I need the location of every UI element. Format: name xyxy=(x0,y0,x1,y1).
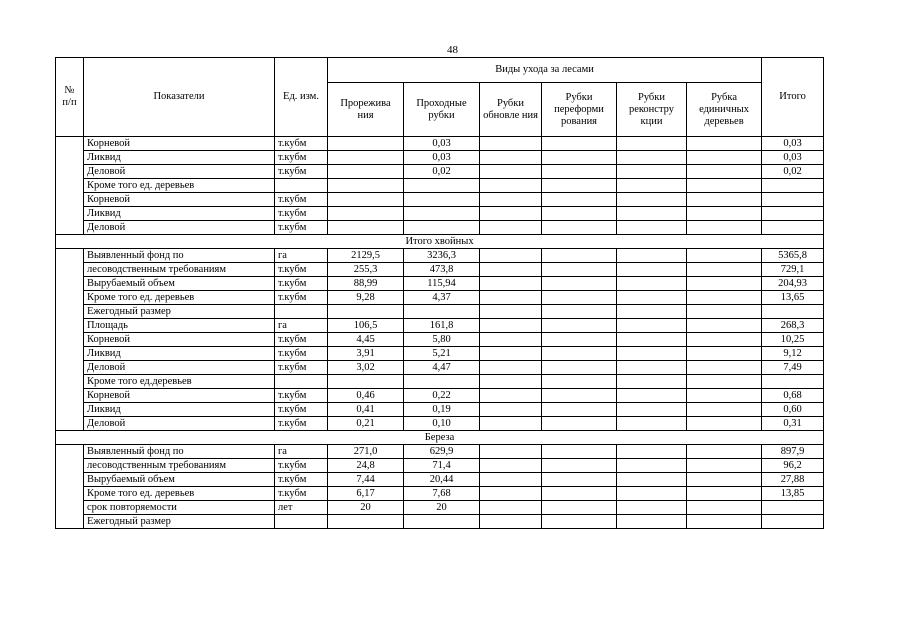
page-number: 48 xyxy=(447,44,458,56)
reformation-cuts-value-cell xyxy=(542,459,617,473)
total-value-cell: 7,49 xyxy=(762,361,824,375)
single-tree-cuts-value-cell xyxy=(687,417,762,431)
renewal-cuts-value-cell xyxy=(480,277,542,291)
indicator-cell: Ежегодный размер xyxy=(84,305,275,319)
indicator-cell: Корневой xyxy=(84,193,275,207)
renewal-cuts-value-cell xyxy=(480,221,542,235)
renewal-cuts-value-cell xyxy=(480,249,542,263)
indicator-cell: Деловой xyxy=(84,221,275,235)
indicator-cell: Вырубаемый объем xyxy=(84,473,275,487)
single-tree-cuts-value-cell xyxy=(687,193,762,207)
thinning-value-cell: 2129,5 xyxy=(328,249,404,263)
header-col-reformation-cuts: Рубки переформи рования xyxy=(542,83,617,137)
passing-cuts-value-cell xyxy=(404,375,480,389)
unit-cell: т.кубм xyxy=(275,487,328,501)
unit-cell: т.кубм xyxy=(275,151,328,165)
single-tree-cuts-value-cell xyxy=(687,473,762,487)
thinning-value-cell: 0,46 xyxy=(328,389,404,403)
thinning-value-cell: 255,3 xyxy=(328,263,404,277)
reconstruction-cuts-value-cell xyxy=(617,459,687,473)
unit-cell: т.кубм xyxy=(275,165,328,179)
single-tree-cuts-value-cell xyxy=(687,389,762,403)
indicator-cell: Корневой xyxy=(84,389,275,403)
reformation-cuts-value-cell xyxy=(542,263,617,277)
indicator-cell: Кроме того ед. деревьев xyxy=(84,291,275,305)
renewal-cuts-value-cell xyxy=(480,137,542,151)
forest-care-table xyxy=(55,57,824,529)
total-value-cell xyxy=(762,193,824,207)
single-tree-cuts-value-cell xyxy=(687,515,762,529)
reformation-cuts-value-cell xyxy=(542,445,617,459)
indicator-cell: Ликвид xyxy=(84,403,275,417)
reconstruction-cuts-value-cell xyxy=(617,487,687,501)
renewal-cuts-value-cell xyxy=(480,151,542,165)
table-row xyxy=(56,501,824,515)
reformation-cuts-value-cell xyxy=(542,249,617,263)
thinning-value-cell: 24,8 xyxy=(328,459,404,473)
table-row xyxy=(56,305,824,319)
thinning-value-cell: 106,5 xyxy=(328,319,404,333)
reformation-cuts-value-cell xyxy=(542,333,617,347)
table-row xyxy=(56,515,824,529)
indicator-cell: Выявленный фонд по xyxy=(84,249,275,263)
reconstruction-cuts-value-cell xyxy=(617,473,687,487)
indicator-cell: Ежегодный размер xyxy=(84,515,275,529)
renewal-cuts-value-cell xyxy=(480,389,542,403)
indicator-cell: Деловой xyxy=(84,361,275,375)
passing-cuts-value-cell: 0,03 xyxy=(404,137,480,151)
unit-cell: т.кубм xyxy=(275,291,328,305)
renewal-cuts-value-cell xyxy=(480,473,542,487)
passing-cuts-value-cell: 71,4 xyxy=(404,459,480,473)
table-row xyxy=(56,207,824,221)
thinning-value-cell: 3,91 xyxy=(328,347,404,361)
passing-cuts-value-cell: 20 xyxy=(404,501,480,515)
reformation-cuts-value-cell xyxy=(542,207,617,221)
single-tree-cuts-value-cell xyxy=(687,403,762,417)
thinning-value-cell: 0,41 xyxy=(328,403,404,417)
unit-cell: т.кубм xyxy=(275,417,328,431)
table-row xyxy=(56,263,824,277)
reformation-cuts-value-cell xyxy=(542,515,617,529)
total-value-cell: 897,9 xyxy=(762,445,824,459)
table-row xyxy=(56,221,824,235)
thinning-value-cell xyxy=(328,165,404,179)
header-col-reconstruction-cuts: Рубки реконстру кции xyxy=(617,83,687,137)
unit-cell: т.кубм xyxy=(275,347,328,361)
thinning-value-cell xyxy=(328,375,404,389)
reformation-cuts-value-cell xyxy=(542,305,617,319)
renewal-cuts-value-cell xyxy=(480,179,542,193)
thinning-value-cell: 7,44 xyxy=(328,473,404,487)
reformation-cuts-value-cell xyxy=(542,347,617,361)
reformation-cuts-value-cell xyxy=(542,361,617,375)
reformation-cuts-value-cell xyxy=(542,319,617,333)
total-value-cell: 729,1 xyxy=(762,263,824,277)
unit-cell: т.кубм xyxy=(275,137,328,151)
total-value-cell: 0,03 xyxy=(762,137,824,151)
renewal-cuts-value-cell xyxy=(480,165,542,179)
reconstruction-cuts-value-cell xyxy=(617,305,687,319)
reconstruction-cuts-value-cell xyxy=(617,347,687,361)
passing-cuts-value-cell: 0,10 xyxy=(404,417,480,431)
thinning-value-cell xyxy=(328,305,404,319)
total-value-cell: 13,65 xyxy=(762,291,824,305)
renewal-cuts-value-cell xyxy=(480,319,542,333)
passing-cuts-value-cell xyxy=(404,179,480,193)
unit-cell: лет xyxy=(275,501,328,515)
total-value-cell: 10,25 xyxy=(762,333,824,347)
single-tree-cuts-value-cell xyxy=(687,179,762,193)
passing-cuts-value-cell: 5,21 xyxy=(404,347,480,361)
renewal-cuts-value-cell xyxy=(480,263,542,277)
single-tree-cuts-value-cell xyxy=(687,361,762,375)
total-value-cell xyxy=(762,515,824,529)
header-col-renewal-cuts: Рубки обновле ния xyxy=(480,83,542,137)
reconstruction-cuts-value-cell xyxy=(617,249,687,263)
section-conifers xyxy=(56,235,824,249)
total-value-cell: 27,88 xyxy=(762,473,824,487)
reformation-cuts-value-cell xyxy=(542,389,617,403)
passing-cuts-value-cell: 115,94 xyxy=(404,277,480,291)
single-tree-cuts-value-cell xyxy=(687,487,762,501)
reconstruction-cuts-value-cell xyxy=(617,165,687,179)
renewal-cuts-value-cell xyxy=(480,487,542,501)
table-row xyxy=(56,277,824,291)
total-value-cell xyxy=(762,207,824,221)
reconstruction-cuts-value-cell xyxy=(617,389,687,403)
reconstruction-cuts-value-cell xyxy=(617,501,687,515)
header-indicator: Показатели xyxy=(84,58,275,137)
row-number-cell xyxy=(56,445,84,529)
reconstruction-cuts-value-cell xyxy=(617,375,687,389)
renewal-cuts-value-cell xyxy=(480,347,542,361)
renewal-cuts-value-cell xyxy=(480,375,542,389)
thinning-value-cell: 0,21 xyxy=(328,417,404,431)
thinning-value-cell xyxy=(328,221,404,235)
reconstruction-cuts-value-cell xyxy=(617,291,687,305)
header-care-types: Виды ухода за лесами xyxy=(328,58,762,83)
table-row xyxy=(56,137,824,151)
header-unit: Ед. изм. xyxy=(275,58,328,137)
passing-cuts-value-cell: 629,9 xyxy=(404,445,480,459)
unit-cell: т.кубм xyxy=(275,263,328,277)
renewal-cuts-value-cell xyxy=(480,459,542,473)
table-row xyxy=(56,361,824,375)
unit-cell xyxy=(275,375,328,389)
reconstruction-cuts-value-cell xyxy=(617,151,687,165)
passing-cuts-value-cell: 161,8 xyxy=(404,319,480,333)
single-tree-cuts-value-cell xyxy=(687,291,762,305)
passing-cuts-value-cell: 0,02 xyxy=(404,165,480,179)
unit-cell xyxy=(275,515,328,529)
table-row xyxy=(56,375,824,389)
section-birch-label: Береза xyxy=(56,431,824,445)
table-row xyxy=(56,249,824,263)
reconstruction-cuts-value-cell xyxy=(617,515,687,529)
unit-cell: т.кубм xyxy=(275,207,328,221)
unit-cell: т.кубм xyxy=(275,277,328,291)
header-col-passing-cuts: Проходные рубки xyxy=(404,83,480,137)
single-tree-cuts-value-cell xyxy=(687,333,762,347)
renewal-cuts-value-cell xyxy=(480,417,542,431)
indicator-cell: Кроме того ед. деревьев xyxy=(84,487,275,501)
unit-cell: га xyxy=(275,319,328,333)
thinning-value-cell: 4,45 xyxy=(328,333,404,347)
reformation-cuts-value-cell xyxy=(542,221,617,235)
reconstruction-cuts-value-cell xyxy=(617,319,687,333)
reconstruction-cuts-value-cell xyxy=(617,207,687,221)
total-value-cell xyxy=(762,179,824,193)
indicator-cell: Деловой xyxy=(84,165,275,179)
renewal-cuts-value-cell xyxy=(480,305,542,319)
reformation-cuts-value-cell xyxy=(542,179,617,193)
indicator-cell: Кроме того ед. деревьев xyxy=(84,179,275,193)
table-row xyxy=(56,403,824,417)
total-value-cell: 0,03 xyxy=(762,151,824,165)
thinning-value-cell xyxy=(328,151,404,165)
reformation-cuts-value-cell xyxy=(542,137,617,151)
passing-cuts-value-cell: 0,19 xyxy=(404,403,480,417)
table-row xyxy=(56,389,824,403)
passing-cuts-value-cell: 3236,3 xyxy=(404,249,480,263)
reformation-cuts-value-cell xyxy=(542,473,617,487)
total-value-cell: 0,02 xyxy=(762,165,824,179)
passing-cuts-value-cell xyxy=(404,193,480,207)
table-row xyxy=(56,347,824,361)
thinning-value-cell: 271,0 xyxy=(328,445,404,459)
renewal-cuts-value-cell xyxy=(480,333,542,347)
passing-cuts-value-cell: 4,47 xyxy=(404,361,480,375)
reformation-cuts-value-cell xyxy=(542,277,617,291)
header-num: № п/п xyxy=(56,58,84,137)
indicator-cell: Площадь xyxy=(84,319,275,333)
indicator-cell: Корневой xyxy=(84,333,275,347)
passing-cuts-value-cell: 4,37 xyxy=(404,291,480,305)
table-row xyxy=(56,417,824,431)
reconstruction-cuts-value-cell xyxy=(617,445,687,459)
passing-cuts-value-cell: 0,22 xyxy=(404,389,480,403)
total-value-cell: 5365,8 xyxy=(762,249,824,263)
passing-cuts-value-cell: 0,03 xyxy=(404,151,480,165)
renewal-cuts-value-cell xyxy=(480,291,542,305)
single-tree-cuts-value-cell xyxy=(687,221,762,235)
row-number-cell xyxy=(56,137,84,235)
section-conifers-label: Итого хвойных xyxy=(56,235,824,249)
single-tree-cuts-value-cell xyxy=(687,445,762,459)
reconstruction-cuts-value-cell xyxy=(617,403,687,417)
indicator-cell: Выявленный фонд по xyxy=(84,445,275,459)
passing-cuts-value-cell xyxy=(404,221,480,235)
total-value-cell: 13,85 xyxy=(762,487,824,501)
passing-cuts-value-cell xyxy=(404,515,480,529)
reconstruction-cuts-value-cell xyxy=(617,221,687,235)
table-row xyxy=(56,291,824,305)
thinning-value-cell xyxy=(328,137,404,151)
table-row xyxy=(56,193,824,207)
section-birch xyxy=(56,431,824,445)
single-tree-cuts-value-cell xyxy=(687,375,762,389)
table-row xyxy=(56,473,824,487)
thinning-value-cell xyxy=(328,193,404,207)
reconstruction-cuts-value-cell xyxy=(617,361,687,375)
total-value-cell xyxy=(762,221,824,235)
header-col-single-tree-cuts: Рубка единичных деревьев xyxy=(687,83,762,137)
reconstruction-cuts-value-cell xyxy=(617,137,687,151)
single-tree-cuts-value-cell xyxy=(687,305,762,319)
total-value-cell xyxy=(762,305,824,319)
passing-cuts-value-cell: 473,8 xyxy=(404,263,480,277)
thinning-value-cell: 88,99 xyxy=(328,277,404,291)
indicator-cell: Ликвид xyxy=(84,207,275,221)
single-tree-cuts-value-cell xyxy=(687,319,762,333)
total-value-cell: 268,3 xyxy=(762,319,824,333)
single-tree-cuts-value-cell xyxy=(687,249,762,263)
unit-cell: т.кубм xyxy=(275,459,328,473)
header-total: Итого xyxy=(762,58,824,137)
total-value-cell: 0,68 xyxy=(762,389,824,403)
total-value-cell: 9,12 xyxy=(762,347,824,361)
total-value-cell: 0,31 xyxy=(762,417,824,431)
passing-cuts-value-cell xyxy=(404,305,480,319)
thinning-value-cell xyxy=(328,515,404,529)
unit-cell: т.кубм xyxy=(275,473,328,487)
indicator-cell: Ликвид xyxy=(84,347,275,361)
renewal-cuts-value-cell xyxy=(480,501,542,515)
single-tree-cuts-value-cell xyxy=(687,137,762,151)
reformation-cuts-value-cell xyxy=(542,403,617,417)
single-tree-cuts-value-cell xyxy=(687,347,762,361)
reformation-cuts-value-cell xyxy=(542,375,617,389)
passing-cuts-value-cell xyxy=(404,207,480,221)
unit-cell: т.кубм xyxy=(275,221,328,235)
single-tree-cuts-value-cell xyxy=(687,501,762,515)
renewal-cuts-value-cell xyxy=(480,193,542,207)
reformation-cuts-value-cell xyxy=(542,291,617,305)
table-row xyxy=(56,333,824,347)
indicator-cell: лесоводственным требованиям xyxy=(84,459,275,473)
thinning-value-cell: 9,28 xyxy=(328,291,404,305)
indicator-cell: Ликвид xyxy=(84,151,275,165)
total-value-cell: 0,60 xyxy=(762,403,824,417)
unit-cell xyxy=(275,305,328,319)
row-number-cell xyxy=(56,249,84,431)
reformation-cuts-value-cell xyxy=(542,193,617,207)
indicator-cell: Вырубаемый объем xyxy=(84,277,275,291)
indicator-cell: Кроме того ед.деревьев xyxy=(84,375,275,389)
thinning-value-cell: 20 xyxy=(328,501,404,515)
single-tree-cuts-value-cell xyxy=(687,263,762,277)
indicator-cell: Деловой xyxy=(84,417,275,431)
thinning-value-cell: 3,02 xyxy=(328,361,404,375)
table-row xyxy=(56,179,824,193)
reconstruction-cuts-value-cell xyxy=(617,263,687,277)
passing-cuts-value-cell: 5,80 xyxy=(404,333,480,347)
renewal-cuts-value-cell xyxy=(480,361,542,375)
single-tree-cuts-value-cell xyxy=(687,277,762,291)
indicator-cell: лесоводственным требованиям xyxy=(84,263,275,277)
single-tree-cuts-value-cell xyxy=(687,459,762,473)
indicator-cell: срок повторяемости xyxy=(84,501,275,515)
renewal-cuts-value-cell xyxy=(480,207,542,221)
table-row xyxy=(56,165,824,179)
unit-cell: га xyxy=(275,445,328,459)
renewal-cuts-value-cell xyxy=(480,445,542,459)
total-value-cell xyxy=(762,375,824,389)
reconstruction-cuts-value-cell xyxy=(617,417,687,431)
reformation-cuts-value-cell xyxy=(542,151,617,165)
thinning-value-cell xyxy=(328,207,404,221)
table-row xyxy=(56,459,824,473)
indicator-cell: Корневой xyxy=(84,137,275,151)
unit-cell: т.кубм xyxy=(275,333,328,347)
reconstruction-cuts-value-cell xyxy=(617,193,687,207)
reformation-cuts-value-cell xyxy=(542,501,617,515)
table-row xyxy=(56,151,824,165)
single-tree-cuts-value-cell xyxy=(687,207,762,221)
reformation-cuts-value-cell xyxy=(542,487,617,501)
renewal-cuts-value-cell xyxy=(480,403,542,417)
reconstruction-cuts-value-cell xyxy=(617,333,687,347)
table-body xyxy=(56,137,824,529)
total-value-cell: 96,2 xyxy=(762,459,824,473)
total-value-cell xyxy=(762,501,824,515)
reconstruction-cuts-value-cell xyxy=(617,277,687,291)
total-value-cell: 204,93 xyxy=(762,277,824,291)
reformation-cuts-value-cell xyxy=(542,165,617,179)
unit-cell: га xyxy=(275,249,328,263)
renewal-cuts-value-cell xyxy=(480,515,542,529)
unit-cell: т.кубм xyxy=(275,361,328,375)
unit-cell: т.кубм xyxy=(275,389,328,403)
single-tree-cuts-value-cell xyxy=(687,165,762,179)
table-row xyxy=(56,319,824,333)
single-tree-cuts-value-cell xyxy=(687,151,762,165)
table-row xyxy=(56,487,824,501)
table-row xyxy=(56,445,824,459)
unit-cell: т.кубм xyxy=(275,403,328,417)
thinning-value-cell: 6,17 xyxy=(328,487,404,501)
thinning-value-cell xyxy=(328,179,404,193)
passing-cuts-value-cell: 20,44 xyxy=(404,473,480,487)
reformation-cuts-value-cell xyxy=(542,417,617,431)
unit-cell xyxy=(275,179,328,193)
passing-cuts-value-cell: 7,68 xyxy=(404,487,480,501)
unit-cell: т.кубм xyxy=(275,193,328,207)
reconstruction-cuts-value-cell xyxy=(617,179,687,193)
header-col-thinning: Прорежива ния xyxy=(328,83,404,137)
